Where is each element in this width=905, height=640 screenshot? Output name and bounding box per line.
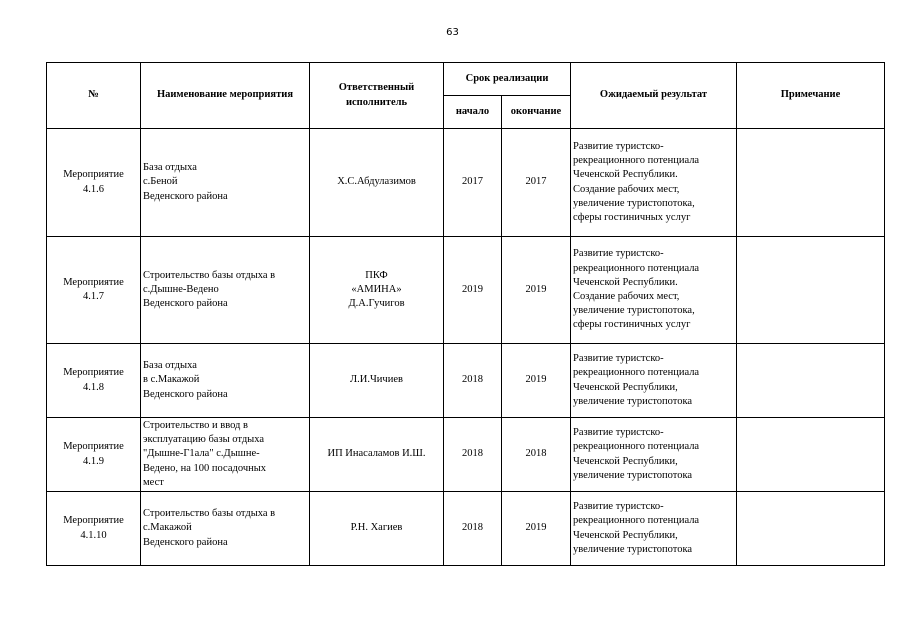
event-name: Строительство базы отдыха в с.Дышне-Ведено Веденского района: [141, 237, 310, 344]
event-executor: Р.Н. Хагиев: [310, 492, 444, 566]
event-result: Развитие туристско- рекреационного потенциала Чеченской Республики. Создание рабочих мест, увеличение туристопотока, сферы гостиничных услуг: [571, 237, 737, 344]
header-num: №: [47, 63, 141, 129]
header-period: Срок реализации: [444, 63, 571, 96]
event-start: 2018: [444, 418, 502, 492]
event-executor: ИП Инасаламов И.Ш.: [310, 418, 444, 492]
event-note: [737, 237, 885, 344]
event-name: База отдыха в с.Макажой Веденского района: [141, 344, 310, 418]
event-number: Мероприятие 4.1.7: [47, 237, 141, 344]
header-result: Ожидаемый результат: [571, 63, 737, 129]
table-row: [47, 129, 885, 237]
table-row: [47, 418, 885, 492]
event-number: Мероприятие 4.1.9: [47, 418, 141, 492]
header-executor: Ответственный исполнитель: [310, 63, 444, 129]
event-end: 2019: [502, 492, 571, 566]
event-executor: Л.И.Чичиев: [310, 344, 444, 418]
event-name: Строительство и ввод в эксплуатацию базы отдыха "Дышне-Г1ала" с.Дышне- Ведено, на 100 посадочных мест: [141, 418, 310, 492]
table-row: [47, 237, 885, 344]
event-end: 2017: [502, 129, 571, 237]
event-note: [737, 344, 885, 418]
event-end: 2019: [502, 344, 571, 418]
event-end: 2019: [502, 237, 571, 344]
event-note: [737, 418, 885, 492]
table-row: [47, 344, 885, 418]
event-name: Строительство базы отдыха в с.Макажой Веденского района: [141, 492, 310, 566]
event-note: [737, 129, 885, 237]
event-start: 2017: [444, 129, 502, 237]
event-result: Развитие туристско- рекреационного потенциала Чеченской Республики, увеличение туристопотока: [571, 492, 737, 566]
header-start: начало: [444, 96, 502, 129]
header-note: Примечание: [737, 63, 885, 129]
event-start: 2019: [444, 237, 502, 344]
event-executor: ПКФ «АМИНА» Д.А.Гучигов: [310, 237, 444, 344]
event-note: [737, 492, 885, 566]
event-name: База отдыха с.Беной Веденского района: [141, 129, 310, 237]
event-result: Развитие туристско- рекреационного потенциала Чеченской Республики, увеличение туристопотока: [571, 418, 737, 492]
event-number: Мероприятие 4.1.8: [47, 344, 141, 418]
event-start: 2018: [444, 492, 502, 566]
event-executor: Х.С.Абдулазимов: [310, 129, 444, 237]
event-start: 2018: [444, 344, 502, 418]
events-table: [46, 62, 885, 566]
header-end: окончание: [502, 96, 571, 129]
event-number: Мероприятие 4.1.6: [47, 129, 141, 237]
event-result: Развитие туристско- рекреационного потенциала Чеченской Республики, увеличение туристопотока: [571, 344, 737, 418]
table-row: [47, 492, 885, 566]
event-end: 2018: [502, 418, 571, 492]
event-number: Мероприятие 4.1.10: [47, 492, 141, 566]
event-result: Развитие туристско- рекреационного потенциала Чеченской Республики. Создание рабочих мест, увеличение туристопотока, сферы гостиничных услуг: [571, 129, 737, 237]
header-name: Наименование мероприятия: [141, 63, 310, 129]
page-number: 63: [446, 27, 459, 38]
